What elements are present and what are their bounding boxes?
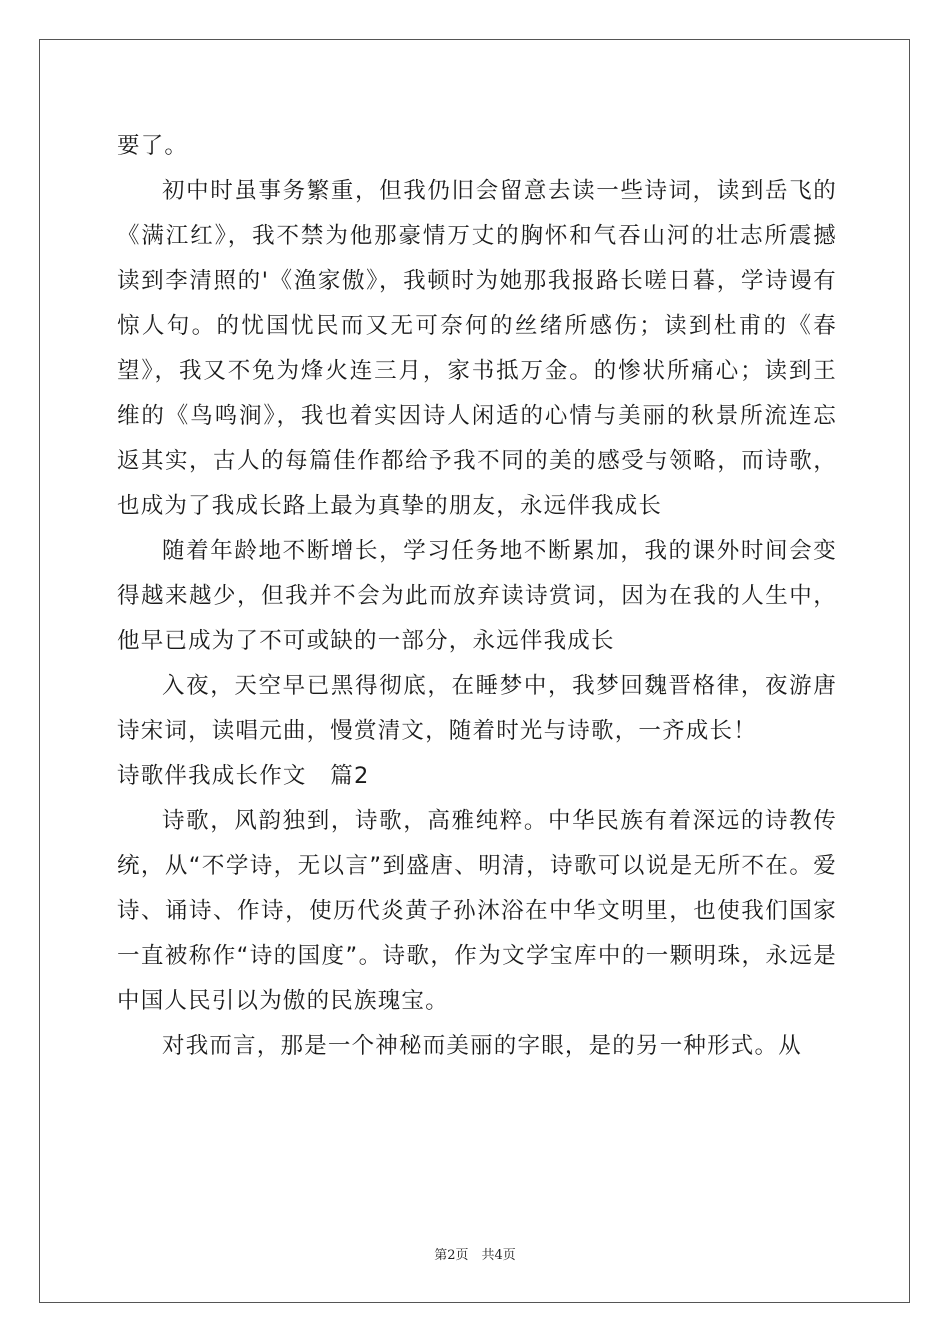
page-footer [0, 1246, 950, 1266]
paragraph-4: 入夜，天空早已黑得彻底，在睡梦中，我梦回魏晋格律，夜游唐诗宋词，读唱元曲，慢赏清文，随着时光与诗歌，一齐成长！ [117, 673, 837, 744]
paragraph-3: 随着年龄地不断增长，学习任务地不断累加，我的课外时间会变得越来越少，但我并不会为此而放弃读诗赏词，因为在我的人生中，他早已成为了不可或缺的一部分，永远伴我成长 [117, 538, 837, 654]
page-number-label: 第2页 共4页 [434, 1248, 516, 1263]
paragraph-6: 对我而言，那是一个神秘而美丽的字眼，是的另一种形式。从 [162, 1033, 802, 1059]
document-body [117, 124, 837, 1069]
section-title: 诗歌伴我成长作文 篇2 [117, 763, 370, 789]
paragraph-5: 诗歌，风韵独到，诗歌，高雅纯粹。中华民族有着深远的诗教传统，从“不学诗，无以言”到盛唐、明清，诗歌可以说是无所不在。爱诗、诵诗、作诗，使历代炎黄子孙沐浴在中华文明里，也使我们国家一直被称作“诗的国度”。诗歌，作为文学宝库中的一颗明珠，永远是中国人民引以为傲的民族瑰宝。 [117, 808, 837, 1014]
paragraph-2: 初中时虽事务繁重，但我仍旧会留意去读一些诗词，读到岳飞的《满江红》，我不禁为他那豪情万丈的胸怀和气吞山河的壮志所震撼读到李清照的'《渔家傲》，我顿时为她那我报路长嗟日暮，学诗谩有惊人句。的忧国忧民而又无可奈何的丝绪所感伤；读到杜甫的《春望》，我又不免为烽火连三月，家书抵万金。的惨状所痛心；读到王维的《鸟鸣涧》，我也着实因诗人闲适的心情与美丽的秋景所流连忘返其实，古人的每篇佳作都给予我不同的美的感受与领略，而诗歌，也成为了我成长路上最为真挚的朋友，永远伴我成长 [117, 178, 837, 519]
paragraph-1: 要了。 [117, 133, 189, 159]
